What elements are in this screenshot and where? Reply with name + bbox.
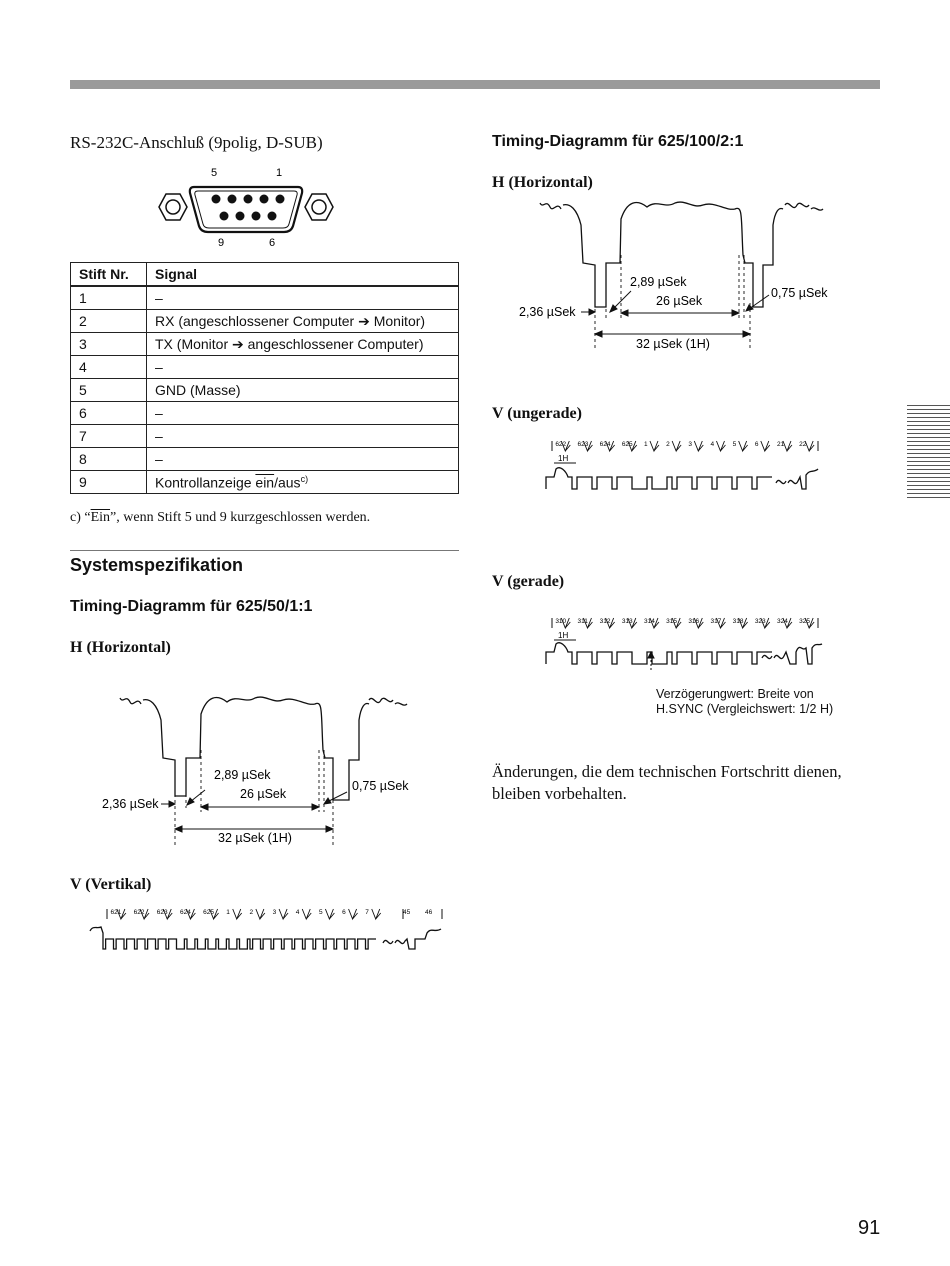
delay-note [656, 687, 833, 717]
timing-title-right: Timing-Diagramm für 625/100/2:1 [492, 133, 744, 150]
table-header-row [71, 263, 459, 287]
line-arrow-icon [349, 909, 358, 919]
line-arrow-icon [256, 909, 265, 919]
line-number-label: 316 [688, 618, 700, 625]
line-number-label: 623 [156, 909, 168, 916]
table-row [71, 286, 459, 310]
v-even-line-label-group [555, 618, 814, 628]
v-line-label-group [110, 909, 432, 919]
line-number-label: 323 [754, 618, 766, 625]
h-horizontal-title-right: H (Horizontal) [492, 174, 593, 191]
table-row [71, 425, 459, 448]
line-number-label: 3 [688, 441, 692, 448]
timing-title-left: Timing-Diagramm für 625/50/1:1 [70, 598, 313, 615]
dsub-connector-drawing [150, 160, 350, 255]
h-horizontal-title-left: H (Horizontal) [70, 639, 171, 656]
label-236: 2,36 µSek [102, 797, 159, 811]
h-timing-diagram-left [95, 690, 425, 850]
top-rule-bar [70, 80, 880, 89]
pin-label-9: 9 [218, 237, 225, 249]
pin-cell: 4 [71, 356, 147, 379]
pin-label-5: 5 [211, 167, 218, 179]
signal-cell: TX (Monitor ➔ angeschlossener Computer) [147, 333, 459, 356]
pin-cell: 7 [71, 425, 147, 448]
signal-text: /aus [274, 474, 301, 491]
label-32: 32 µSek (1H) [218, 831, 292, 845]
line-number-label: 2 [249, 909, 254, 916]
line-arrow-icon [694, 441, 703, 451]
line-arrow-icon [672, 441, 681, 451]
line-number-label: 21 [776, 441, 785, 448]
label-32: 32 µSek (1H) [636, 337, 710, 351]
page-number: 91 [858, 1217, 881, 1239]
pin-cell: 1 [71, 286, 147, 310]
line-number-label: 622 [555, 441, 567, 448]
footnote-text: c) “ [70, 510, 91, 525]
connector-title: RS-232C-Anschluß (9polig, D-SUB) [70, 133, 323, 152]
pin-assignment-table [70, 262, 459, 494]
v-gerade-title: V (gerade) [492, 573, 565, 590]
label-26: 26 µSek [656, 294, 703, 308]
line-number-label: 314 [643, 618, 655, 625]
line-number-label: 621 [110, 909, 122, 916]
table-row [71, 402, 459, 425]
v-even-timing-diagram [540, 612, 830, 674]
signal-cell: RX (angeschlossener Computer ➔ Monitor) [147, 310, 459, 333]
line-number-label: 624 [599, 441, 611, 448]
line-number-label: 4 [295, 909, 300, 916]
signal-text-overline: $\overline{ein}$ [255, 474, 275, 491]
line-arrow-icon [761, 441, 770, 451]
line-number-label: 625 [203, 909, 215, 916]
signal-cell: – [147, 425, 459, 448]
pin-cell: 3 [71, 333, 147, 356]
footnote-text-overline: $\overline{Ein}$ [90, 510, 111, 525]
line-arrow-icon [783, 441, 792, 451]
line-number-label: 324 [776, 618, 788, 625]
table-row [71, 356, 459, 379]
v-ungerade-title: V (ungerade) [492, 405, 582, 422]
line-number-label: 5 [318, 909, 323, 916]
one-h-label: 1H [558, 631, 569, 640]
line-number-label: 317 [710, 618, 722, 625]
closing-note [492, 761, 842, 805]
label-289: 2,89 µSek [630, 275, 687, 289]
v-odd-line-label-group [555, 441, 814, 451]
line-number-label: 318 [732, 618, 744, 625]
line-number-label: 1 [226, 909, 230, 916]
line-number-label: 325 [799, 618, 811, 625]
h-timing-diagram-right [515, 195, 845, 355]
closing-line: Änderungen, die dem technischen Fortschritt dienen, [492, 762, 842, 781]
line-number-label: 310 [555, 618, 567, 625]
line-number-label: 625 [621, 441, 633, 448]
line-number-label: 6 [342, 909, 346, 916]
line-number-label: 311 [577, 618, 588, 625]
line-arrow-icon [650, 441, 659, 451]
line-number-label: 313 [621, 618, 633, 625]
footnote [70, 510, 370, 526]
line-arrow-icon [302, 909, 311, 919]
line-number-label: 623 [577, 441, 589, 448]
label-236: 2,36 µSek [519, 305, 576, 319]
signal-cell: GND (Masse) [147, 379, 459, 402]
section-divider [70, 550, 459, 551]
line-arrow-icon [233, 909, 242, 919]
table-row [71, 310, 459, 333]
line-number-label: 46 [425, 909, 433, 916]
pin-cell: 9 [71, 471, 147, 494]
pin-cell: 6 [71, 402, 147, 425]
line-arrow-icon [279, 909, 288, 919]
v-odd-timing-diagram [540, 435, 830, 495]
line-number-label: 3 [272, 909, 277, 916]
line-number-label: 1 [643, 441, 648, 448]
one-h-label: 1H [558, 454, 569, 463]
header-pin: Stift Nr. [71, 263, 147, 287]
v-vertikal-title: V (Vertikal) [70, 876, 152, 893]
table-row [71, 379, 459, 402]
line-number-label: 624 [179, 909, 191, 916]
v-timing-diagram-left [85, 903, 450, 958]
label-26: 26 µSek [240, 787, 287, 801]
line-number-label: 5 [732, 441, 737, 448]
line-arrow-icon [716, 441, 725, 451]
section-title: Systemspezifikation [70, 555, 244, 575]
line-number-label: 4 [710, 441, 715, 448]
label-075: 0,75 µSek [352, 779, 409, 793]
delay-note-line: Verzögerungwert: Breite von [656, 687, 814, 701]
line-number-label: 45 [403, 909, 411, 916]
line-number-label: 622 [133, 909, 145, 916]
pin-label-1: 1 [276, 167, 283, 179]
pin-cell: 2 [71, 310, 147, 333]
line-number-label: 312 [599, 618, 611, 625]
closing-line: bleiben vorbehalten. [492, 784, 627, 803]
line-arrow-icon [325, 909, 334, 919]
delay-note-line: H.SYNC (Vergleichswert: 1/2 H) [656, 702, 834, 716]
table-row [71, 471, 459, 494]
pin-label-6: 6 [269, 237, 276, 249]
line-number-label: 6 [754, 441, 759, 448]
line-number-label: 315 [666, 618, 678, 625]
label-289: 2,89 µSek [214, 768, 271, 782]
side-index-tab [907, 405, 950, 500]
footnote-text: ”, wenn Stift 5 und 9 kurzgeschlossen werden. [110, 510, 371, 525]
signal-cell: – [147, 356, 459, 379]
line-arrow-icon [739, 441, 748, 451]
line-number-label: 7 [365, 909, 369, 916]
footnote-marker: c) [300, 473, 309, 484]
pin-cell: 8 [71, 448, 147, 471]
line-number-label: 2 [666, 441, 670, 448]
table-row [71, 448, 459, 471]
signal-cell: – [147, 448, 459, 471]
pin-cell: 5 [71, 379, 147, 402]
table-row [71, 333, 459, 356]
line-arrow-icon [372, 909, 381, 919]
label-075: 0,75 µSek [771, 286, 828, 300]
signal-cell [147, 471, 459, 494]
header-signal: Signal [147, 263, 459, 287]
signal-cell: – [147, 402, 459, 425]
signal-text: Kontrollanzeige [155, 474, 256, 491]
signal-cell: – [147, 286, 459, 310]
line-number-label: 22 [799, 441, 807, 448]
line-arrow-icon [805, 441, 814, 451]
